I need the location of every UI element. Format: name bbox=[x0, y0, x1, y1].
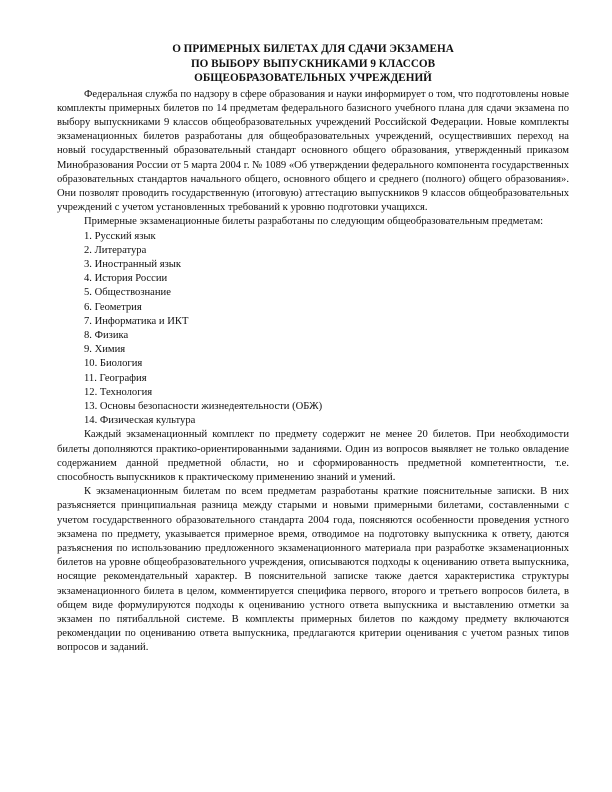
list-item: 11. География bbox=[84, 372, 147, 384]
document-page bbox=[57, 42, 569, 656]
title-line-1: О ПРИМЕРНЫХ БИЛЕТАХ ДЛЯ СДАЧИ ЭКЗАМЕНА bbox=[172, 43, 454, 55]
list-item: 14. Физическая культура bbox=[84, 415, 196, 427]
list-item: 4. История России bbox=[84, 273, 168, 285]
title-line-2: ПО ВЫБОРУ ВЫПУСКНИКАМИ 9 КЛАССОВ bbox=[190, 57, 436, 70]
document-title bbox=[57, 42, 569, 86]
paragraph-intro: Федеральная служба по надзору в сфере образования и науки информирует о том, что подготовлены новые комплекты примерных билетов по 14 предметам федерального базисного учебного плана для сдачи экзамена по выбору выпускниками 9 классов общеобразовательных учреждений Российской Федерации. Новые комплекты экзаменационных билетов разработаны для общеобразовательных учреждений, осуществивших переход на новый государственный образовательный стандарт основного общего образования, утвержденный приказом Минобразования России от 5 марта 2004 г. № 1089 «Об утверждении федерального компонента государственных образовательных стандартов начального общего, основного общего и среднего (полного) общего образования». Они позволят проводить государственную (итоговую) аттестацию выпускников 9 классов общеобразовательных учреждений с учетом установленных требований к уровню подготовки учащихся. bbox=[57, 88, 569, 214]
title-line-3: ОБЩЕОБРАЗОВАТЕЛЬНЫХ УЧРЕЖДЕНИЙ bbox=[194, 72, 432, 84]
subjects-list bbox=[57, 230, 569, 429]
list-item: 1. Русский язык bbox=[84, 230, 156, 242]
list-item: 12. Технология bbox=[84, 386, 153, 398]
list-item: 8. Физика bbox=[84, 329, 129, 341]
paragraph-subjects-intro: Примерные экзаменационные билеты разработаны по следующим общеобразовательным предметам: bbox=[84, 216, 544, 228]
paragraph-tickets-content: Каждый экзаменационный комплект по предмету содержит не менее 20 билетов. При необходимости билеты дополняются практико-ориентированными заданиями. Один из вопросов выявляет не только овладение содержанием данной предметной области, но и сформированность предметной компетентности, т.е. способность выпускников к практическому применению знаний и умений. bbox=[57, 429, 569, 483]
list-item: 6. Геометрия bbox=[84, 301, 142, 313]
list-item: 7. Информатика и ИКТ bbox=[84, 315, 189, 327]
list-item: 2. Литература bbox=[84, 244, 147, 256]
list-item: 10. Биология bbox=[84, 358, 143, 370]
paragraph-explanatory-notes: К экзаменационным билетам по всем предметам разработаны краткие пояснительные записки. В них разъясняется принципиальная разница между старыми и новыми примерными билетами, составленными с учетом государственного образовательного стандарта 2004 года, поясняются особенности проведения устного экзамена по предмету, указывается примерное время, отводимое на подготовку выпускника к ответу, даются разъяснения по использованию предложенного экзаменационного материала при разработке экзаменационных билетов на уровне общеобразовательного учреждения, описываются подходы к оцениванию ответа выпускника, носящие рекомендательный характер. В пояснительной записке также дается характеристика структуры экзаменационного билета в целом, комментируется специфика первого, второго и третьего вопросов билета, в общем виде формулируются подходы к оцениванию устного ответа выпускника и выставлению отметки за экзамен по пятибалльной системе. В комплекты примерных билетов по каждому предмету включаются рекомендации по оцениванию ответа выпускника, предлагаются критерии оценивания с учетом разных типов вопросов и заданий. bbox=[57, 486, 569, 654]
list-item: 3. Иностранный язык bbox=[84, 258, 182, 270]
list-item: 13. Основы безопасности жизнедеятельности (ОБЖ) bbox=[84, 400, 323, 412]
list-item: 9. Химия bbox=[84, 344, 126, 356]
list-item: 5. Обществознание bbox=[84, 287, 171, 299]
